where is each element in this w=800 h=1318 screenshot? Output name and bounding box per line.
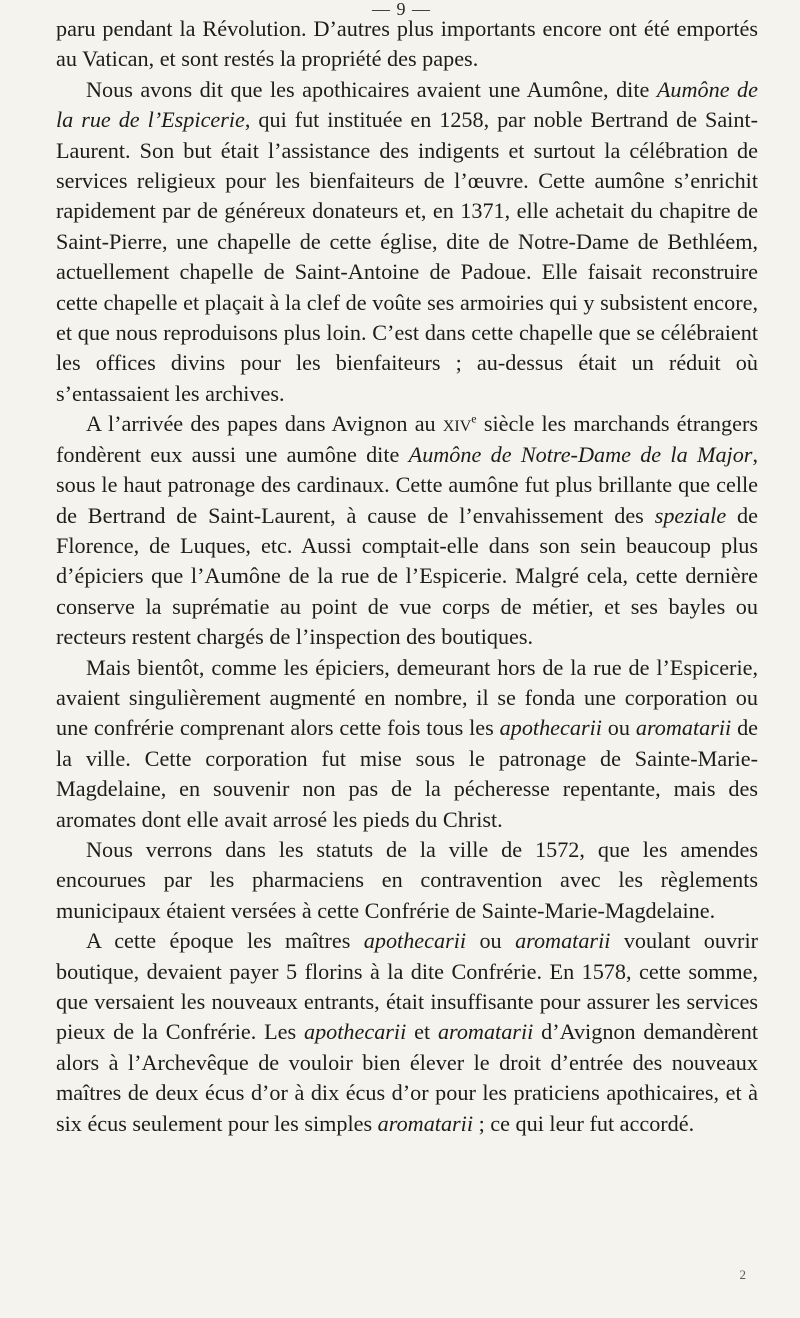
paragraph	[56, 14, 758, 75]
text-run: A cette époque les maîtres	[86, 928, 364, 954]
body-text	[56, 14, 758, 1139]
text-run: et	[406, 1019, 438, 1045]
text-run: paru pendant la Révolution. D’autres plus importants encore ont été emportés au Vatican, et sont restés la propriété des papes.	[56, 16, 758, 72]
text-run: de la ville. Cette corporation fut mise sous le patronage de Sainte-Marie-Magdelaine, en souvenir non pas de la pécheresse repentante, mais des aromates dont elle avait arrosé les pieds du Christ.	[56, 715, 759, 832]
text-run: siècle les marchands étrangers fondèrent eux aussi une aumône dite	[56, 411, 758, 467]
superscript: e	[471, 411, 477, 426]
italic-phrase: aromatarii	[515, 928, 611, 954]
paragraph	[56, 409, 758, 652]
text-run: Mais bientôt, comme les épiciers, demeurant hors de la rue de l’Espicerie, avaient singulièrement augmenté en nombre, il se fonda une corporation ou une confrérie comprenant alors cette fois tous les	[56, 654, 758, 741]
text-run: ; ce qui leur fut accordé.	[473, 1110, 695, 1136]
italic-phrase: aromatarii	[377, 1110, 474, 1136]
text-run: ou	[466, 928, 516, 954]
italic-phrase: apothecarii	[363, 928, 467, 954]
paragraph	[56, 926, 758, 1139]
text-run: A l’arrivée des papes dans Avignon au	[86, 411, 443, 437]
text-run: , qui fut instituée en 1258, par noble Bertrand de Saint-Laurent. Son but était l’assistance des indigents et surtout la célébration de services religieux pour les bienfaiteurs de l’œuvre. Cette aumône s’enrichit rapidement par de généreux donateurs et, en 1371, elle achetait du chapitre de Saint-Pierre, une chapelle de cette église, dite de Notre-Dame de Bethléem, actuellement chapelle de Saint-Antoine de Padoue. Elle faisait reconstruire cette chapelle et plaçait à la clef de voûte ses armoiries qui y subsistent encore, et que nous reproduisons plus loin. C’est dans cette chapelle que se célébraient les offices divins pour les bienfaiteurs ; au-dessus était un réduit où s’entassaient les archives.	[56, 107, 758, 406]
italic-phrase: Aumône de la rue de l’Espicerie	[56, 76, 758, 133]
text-run: Nous avons dit que les apothicaires avaient une Aumône, dite	[86, 76, 657, 102]
italic-phrase: apothecarii	[303, 1019, 407, 1045]
italic-phrase: apothecarii	[499, 715, 602, 741]
text-run: de Florence, de Luques, etc. Aussi comptait-elle dans son sein beaucoup plus d’épiciers que l’Aumône de la rue de l’Espicerie. Malgré cela, cette dernière conserve la suprématie au point de vue corps de métier, et ses bayles ou recteurs restent chargés de l’inspection des boutiques.	[56, 502, 758, 650]
paragraph	[56, 835, 758, 926]
paragraph	[56, 75, 758, 409]
page-number: — 9 —	[372, 0, 431, 19]
text-run: Nous verrons dans les statuts de la ville de 1572, que les amendes encourues par les pharmaciens en contravention avec les règlements municipaux étaient versées à cette Confrérie de Sainte-Marie-Magdelaine.	[56, 836, 758, 923]
text-run: ou	[601, 715, 636, 741]
italic-phrase: Aumône de Notre-Dame de la Major	[408, 441, 753, 467]
italic-phrase: aromatarii	[635, 715, 732, 741]
paragraph	[56, 653, 758, 835]
text-run: voulant ouvrir boutique, devaient payer 5 florins à la dite Confrérie. En 1578, cette somme, que versaient les nouveaux entrants, était insuffisante pour assurer les services pieux de la Confrérie. Les	[56, 928, 759, 1045]
text-run: , sous le haut patronage des cardinaux. Cette aumône fut plus brillante que celle de Bertrand de Saint-Laurent, à cause de l’envahissement des	[56, 441, 758, 528]
smallcaps-text: xiv	[442, 411, 472, 437]
text-run: d’Avignon demandèrent alors à l’Archevêque de vouloir bien élever le droit d’entrée des nouveaux maîtres de deux écus d’or à dix écus d’or pour les praticiens apothicaires, et à six écus seulement pour les simples	[56, 1019, 758, 1136]
signature-mark: 2	[739, 1267, 746, 1282]
italic-phrase: aromatarii	[437, 1019, 534, 1045]
italic-phrase: speziale	[654, 502, 727, 528]
